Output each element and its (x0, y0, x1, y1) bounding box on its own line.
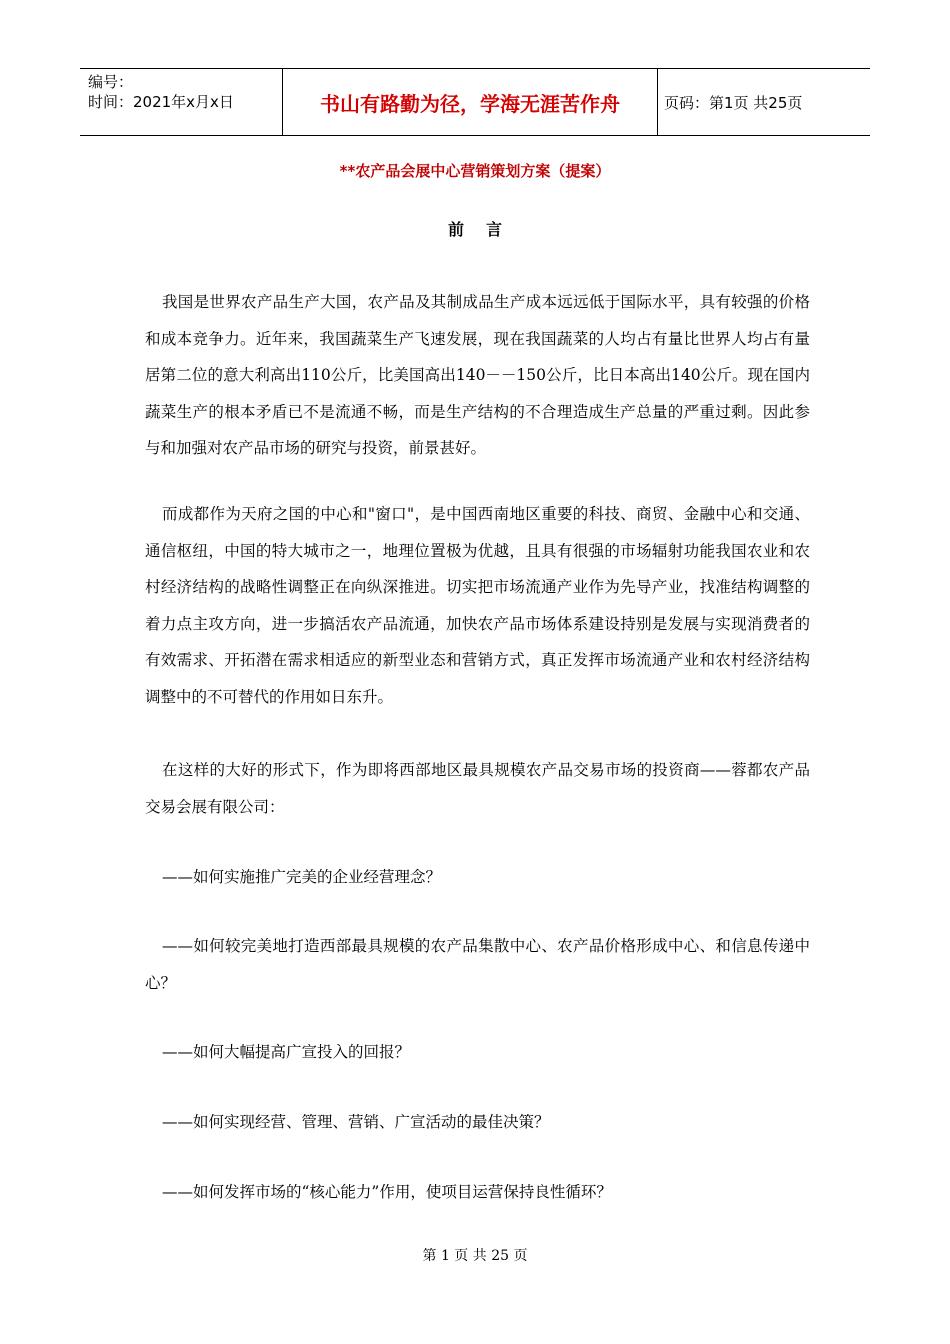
header-table (80, 68, 870, 136)
document-title: **农产品会展中心营销策划方案（提案） (339, 162, 611, 180)
header-page-cell (658, 69, 870, 135)
question-5: ——如何发挥市场的“核心能力”作用，使项目运营保持良性循环？ (162, 1183, 612, 1201)
question-1: ——如何实施推广完美的企业经营理念？ (162, 868, 442, 886)
document-number-label: 编号： (88, 73, 134, 91)
header-page-label: 页码：第1页 共25页 (664, 93, 803, 112)
paragraph-1: 我国是世界农产品生产大国，农产品及其制成品生产成本远远低于国际水平，具有较强的价格和成本竞争力。近年来，我国蔬菜生产飞速发展，现在我国蔬菜的人均占有量比世界人均占有量居第二位的意大利高出110公斤，比美国高出140－－150公斤，比日本高出140公斤。现在国内蔬菜生产的根本矛盾已不是流通不畅，而是生产结构的不合理造成生产总量的严重过剩。因此参与和加强对农产品市场的研究与投资，前景甚好。 (145, 293, 810, 457)
document-time-label: 时间：2021年x月x日 (88, 93, 234, 111)
question-3: ——如何大幅提高广宣投入的回报？ (162, 1043, 411, 1061)
header-motto: 书山有路勤为径，学海无涯苦作舟 (320, 91, 620, 116)
question-2: ——如何较完美地打造西部最具规模的农产品集散中心、农产品价格形成中心、和信息传递中心？ (145, 937, 810, 992)
section-title: 前言 (447, 220, 524, 239)
paragraph-3: 在这样的大好的形式下，作为即将西部地区最具规模农产品交易市场的投资商——蓉都农产品交易会展有限公司： (145, 761, 810, 816)
header-motto-cell (282, 69, 658, 135)
question-4: ——如何实现经营、管理、营销、广宣活动的最佳决策？ (162, 1113, 550, 1131)
header-info-cell (80, 69, 282, 135)
page-footer: 第 1 页 共 25 页 (422, 1248, 528, 1264)
paragraph-2: 而成都作为天府之国的中心和"窗口"，是中国西南地区重要的科技、商贸、金融中心和交通、通信枢纽，中国的特大城市之一，地理位置极为优越，且具有很强的市场辐射功能我国农业和农村经济结构的战略性调整正在向纵深推进。切实把市场流通产业作为先导产业，找准结构调整的着力点主攻方向，进一步搞活农产品流通，加快农产品市场体系建设持别是发展与实现消费者的有效需求、开拓潜在需求相适应的新型业态和营销方式，真正发挥市场流通产业和农村经济结构调整中的不可替代的作用如日东升。 (145, 505, 810, 706)
